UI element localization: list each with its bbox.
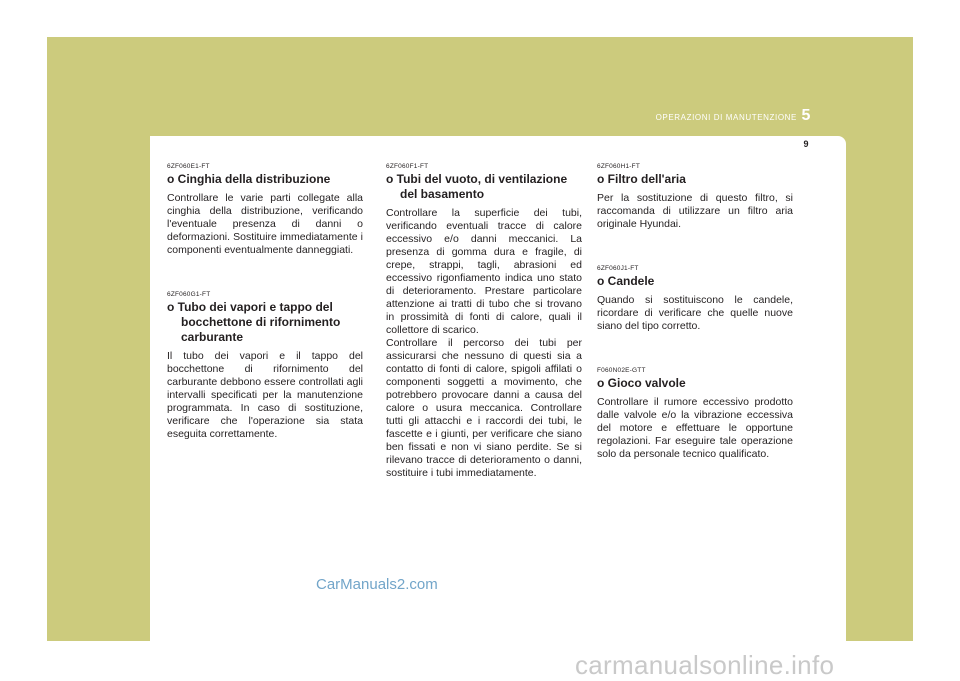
- column-3: [597, 163, 793, 495]
- section-body: Controllare le varie parti collegate alla cinghia della distribuzione, verificando l'eventuale presenza di danni o deformazioni. Sostituire immediatamente i componenti eventualmente danneggiati.: [167, 192, 363, 256]
- section-body-continued: Controllare il percorso dei tubi per assicurarsi che nessuno di questi sia a contatto di fonti di calore, spigoli affilati o componenti soggetti a movimento, che potrebbero provocare danni a causa del calore o usura meccanica. Controllare tutti gli attacchi e i raccordi dei tubi, le fascette e i giunti, per verificare che siano ben fissati e non vi siano perdite. Se si rilevano tracce di deterioramento o danni, sostituire i tubi immediatamente.: [386, 337, 582, 479]
- section-spark-plugs: [597, 265, 793, 333]
- section-heading: o Cinghia della distribuzione: [167, 172, 331, 186]
- section-title: OPERAZIONI DI MANUTENZIONE: [655, 113, 797, 122]
- column-1: [167, 163, 363, 475]
- section-code: F060N02E-GTT: [597, 367, 646, 374]
- section-heading: o Tubo dei vapori e tappo del bocchettone di rifornimento carburante: [167, 300, 341, 344]
- section-timing-belt: [167, 163, 363, 257]
- section-body: Controllare il rumore eccessivo prodotto dalle valvole e/o la vibrazione eccessiva del motore e effettuare le opportune regolazioni. Far eseguire tale operazione solo da personale tecnico qualificato.: [597, 396, 793, 460]
- section-heading: o Tubi del vuoto, di ventilazione del basamento: [386, 172, 568, 201]
- section-air-filter: [597, 163, 793, 231]
- chapter-number: 5: [801, 107, 811, 124]
- section-body: Il tubo dei vapori e il tappo del bocchettone di rifornimento del carburante debbono essere controllati agli intervalli specificati per la manutenzione programmata. In caso di sostituzione, verificare che l'operazione sia stata eseguita correttamente.: [167, 350, 363, 440]
- watermark-link[interactable]: CarManuals2.com: [316, 576, 438, 593]
- page-number: 9: [803, 139, 809, 149]
- section-code: 6ZF060F1-FT: [386, 163, 429, 170]
- section-vapor-hose: [167, 291, 363, 441]
- section-code: 6ZF060H1-FT: [597, 163, 641, 170]
- section-body: Controllare la superficie dei tubi, verificando eventuali tracce di calore eccessivo e/o danni meccanici. La presenza di gomma dura e fragile, di crepe, strappi, tagli, abrasioni ed eccessivo rigonfiamento indica uno stato di deterioramento. Prestare particolare attenzione ai tratti di tubo che si trovano in prossimità di fonti di calore, quali il collettore di scarico.: [386, 207, 582, 336]
- section-heading: o Gioco valvole: [597, 376, 686, 390]
- section-vacuum-hoses: [386, 163, 582, 480]
- section-heading: o Candele: [597, 274, 655, 288]
- section-code: 6ZF060G1-FT: [167, 291, 211, 298]
- section-code: 6ZF060J1-FT: [597, 265, 639, 272]
- column-2: [386, 163, 582, 514]
- section-heading: o Filtro dell'aria: [597, 172, 686, 186]
- section-body: Quando si sostituiscono le candele, ricordare di verificare che quelle nuove siano del tipo corretto.: [597, 294, 793, 332]
- footer-watermark: carmanualsonline.info: [575, 650, 835, 680]
- section-valve-clearance: [597, 367, 793, 461]
- section-body: Per la sostituzione di questo filtro, si raccomanda di utilizzare un filtro aria originale Hyundai.: [597, 192, 793, 230]
- section-code: 6ZF060E1-FT: [167, 163, 210, 170]
